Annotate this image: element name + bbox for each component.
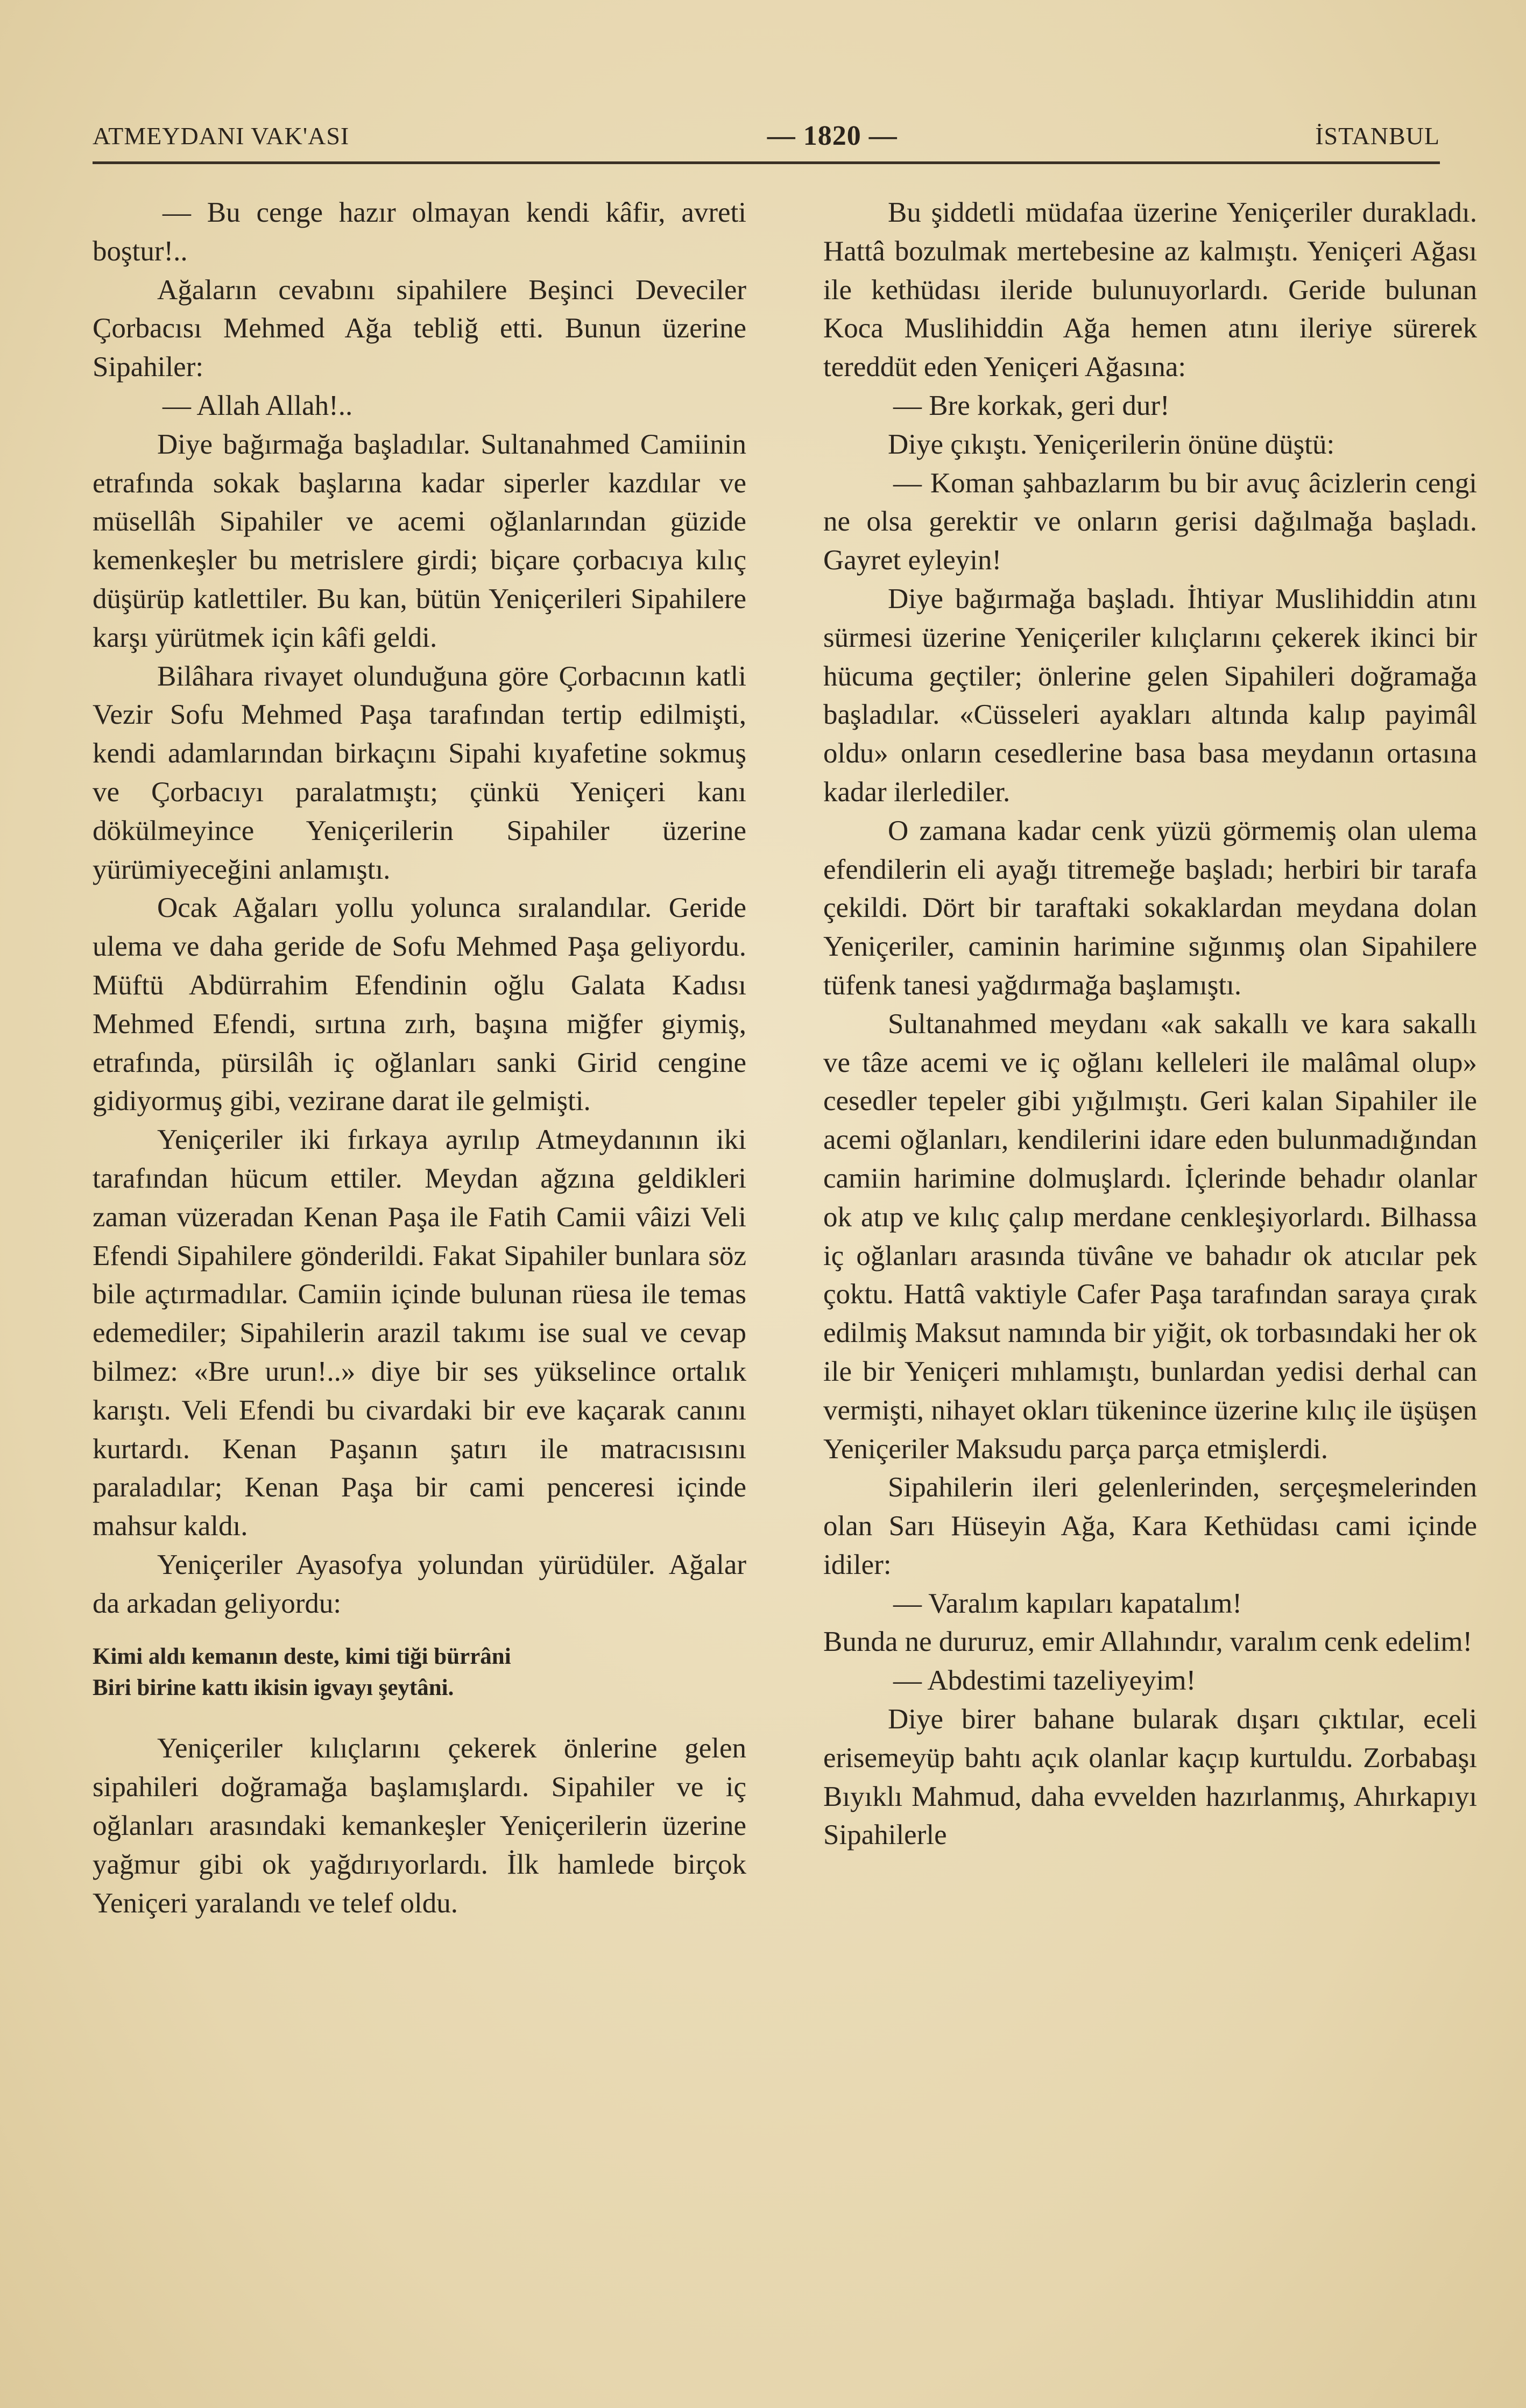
paragraph: — Abdestimi tazeliyeyim! (893, 1665, 1196, 1697)
header-book-title: İSTANBUL (1315, 122, 1440, 150)
paragraph: Bu şiddetli müdafaa üzerine Yeniçeriler durakladı. Hattâ bozulmak mertebesine az kalmıştı. Yeniçeri Ağası ile kethüdası ileride bulunuyorlardı. Geride bulunan Koca Muslihiddin Ağa hemen atını ileriye sürerek tereddüt eden Yeniçeri Ağasına: (823, 197, 1477, 383)
poem-line: Biri birine kattı ikisin igvayı şeytâni. (93, 1675, 454, 1701)
header-rule (93, 161, 1440, 164)
page-number: — 1820 — (767, 120, 898, 151)
poem-line: Kimi aldı kemanın deste, kimi tiği bürrâni (93, 1644, 511, 1670)
paragraph: Diye bağırmağa başladı. İhtiyar Muslihiddin atını sürmesi üzerine Yeniçeriler kılıçlarını çekerek ikinci bir hücuma geçtiler; önlerine gelen Sipahileri doğramağa başladılar. «Cüsseleri ayakları altında kalıp payimâl oldu» onların cesedlerine basa basa meydanın ortasına kadar ilerlediler. (823, 583, 1477, 808)
paragraph: — Varalım kapıları kapatalım! (893, 1587, 1242, 1619)
poem-quote (93, 1641, 746, 1704)
running-header (93, 114, 1440, 157)
paragraph: Diye çıkıştı. Yeniçerilerin önüne düştü: (888, 428, 1335, 460)
paragraph: — Koman şahbazlarım bu bir avuç âcizlerin cengi ne olsa gerektir ve onların gerisi dağılmağa başladı. Gayret eyleyin! (823, 467, 1477, 576)
paragraph: Bilâhara rivayet olunduğuna göre Çorbacının katli Vezir Sofu Mehmed Paşa tarafından tertip edilmişti, kendi adamlarından birkaçını Sipahi kıyafetine sokmuş ve Çorbacıyı paralatmıştı; çünkü Yeniçeri kanı dökülmeyince Yeniçerilerin Sipahiler üzerine yürümiyeceğini anlamıştı. (93, 660, 746, 885)
paragraph: Diye birer bahane bularak dışarı çıktılar, eceli erisemeyüp bahtı açık olanlar kaçıp kurtuldu. Zorbabaşı Bıyıklı Mahmud, daha evvelden hazırlanmış, Ahırkapıyı Sipahilerle (823, 1704, 1477, 1851)
paragraph: O zamana kadar cenk yüzü görmemiş olan ulema efendilerin eli ayağı titremeğe başladı; herbiri bir tarafa çekildi. Dört bir taraftaki sokaklardan meydana dolan Yeniçeriler, caminin harimine sığınmış olan Sipahilere tüfenk tanesi yağdırmağa başlamıştı. (823, 815, 1477, 1001)
paragraph: Diye bağırmağa başladılar. Sultanahmed Camiinin etrafında sokak başlarına kadar siperler kazdılar ve müsellâh Sipahiler ve acemi oğlanlarından güzide kemenkeşler bu metrislere girdi; biçare çorbacıya kılıç düşürüp katlettiler. Bu kan, bütün Yeniçerileri Sipahilere karşı yürütmek için kâfi geldi. (93, 428, 746, 653)
left-column (93, 194, 746, 1923)
paragraph: Ağaların cevabını sipahilere Beşinci Deveciler Çorbacısı Mehmed Ağa tebliğ etti. Bunun üzerine Sipahiler: (93, 274, 746, 383)
paragraph: — Bu cenge hazır olmayan kendi kâfir, avreti boştur!.. (93, 197, 746, 267)
paragraph: Yeniçeriler Ayasofya yolundan yürüdüler. Ağalar da arkadan geliyordu: (93, 1549, 746, 1619)
paragraph: Yeniçeriler iki fırkaya ayrılıp Atmeydanının iki tarafından hücum ettiler. Meydan ağzına geldikleri zaman vüzeradan Kenan Paşa ile Fatih Camii vâizi Veli Efendi Sipahilere gönderildi. Fakat Sipahiler bunlara söz bile açtırmadılar. Camiin içinde bulunan rüesa ile temas edemediler; Sipahilerin arazil takımı ise sual ve cevap bilmez: «Bre urun!..» diye bir ses yükselince ortalık karıştı. Veli Efendi bu civardaki bir eve kaçarak canını kurtardı. Kenan Paşanın şatırı ile matracısısını paraladılar; Kenan Paşa bir cami penceresi içinde mahsur kaldı. (93, 1124, 746, 1542)
paragraph: Sipahilerin ileri gelenlerinden, serçeşmelerinden olan Sarı Hüseyin Ağa, Kara Kethüdası cami içinde idiler: (823, 1472, 1477, 1580)
paragraph: Sultanahmed meydanı «ak sakallı ve kara sakallı ve tâze acemi ve iç oğlanı kelleleri ile malâmal olup» cesedler tepeler gibi yığılmıştı. Geri kalan Sipahiler ile acemi oğlanları, kendilerini idare eden bulunmadığından camiin harimine dolmuşlardı. İçlerinde behadır olanlar ok atıp ve kılıç çalıp merdane cenkleşiyorlardı. Bilhassa iç oğlanları arasında tüvâne ve bahadır ok atıcılar pek çoktu. Hattâ vaktiyle Cafer Paşa tarafından saraya çırak edilmiş Maksut namında bir yiğit, ok torbasındaki her ok ile bir Yeniçeri mıhlamıştı, bunlardan yedisi derhal can vermişti, nihayet okları tükenince üzerine kılıç ile üşüşen Yeniçeriler Maksudu parça parça etmişlerdi. (823, 1008, 1477, 1465)
right-column (823, 194, 1477, 1855)
paragraph: Bunda ne dururuz, emir Allahındır, varalım cenk edelim! (823, 1626, 1473, 1658)
header-chapter-title: ATMEYDANI VAK'ASI (93, 122, 350, 150)
paragraph: — Bre korkak, geri dur! (893, 390, 1170, 421)
paragraph: — Allah Allah!.. (163, 390, 353, 421)
paragraph: Yeniçeriler kılıçlarını çekerek önlerine gelen sipahileri doğramağa başlamışlardı. Sipahiler ve iç oğlanları arasındaki kemankeşler Yeniçerilerin üzerine yağmur gibi ok yağdırıyorlardı. İlk hamlede birçok Yeniçeri yaralandı ve telef oldu. (93, 1733, 746, 1919)
paragraph: Ocak Ağaları yollu yolunca sıralandılar. Geride ulema ve daha geride de Sofu Mehmed Paşa geliyordu. Müftü Abdürrahim Efendinin oğlu Galata Kadısı Mehmed Efendi, sırtına zırh, başına miğfer giymiş, etrafında, pürsilâh iç oğlanları sanki Girid cengine gidiyormuş gibi, vezirane darat ile gelmişti. (93, 892, 746, 1117)
